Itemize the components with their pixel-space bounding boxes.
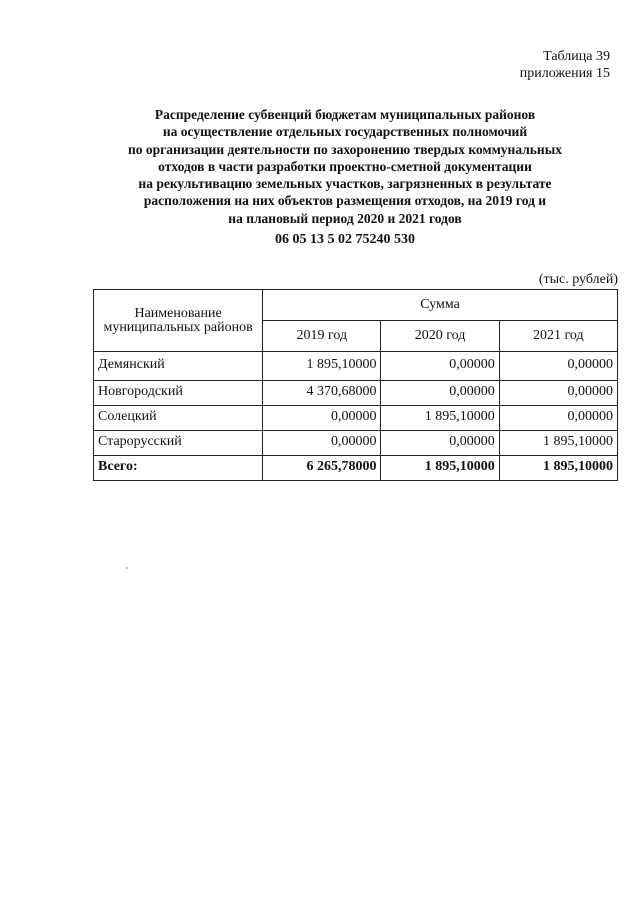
header-year-2021: 2021 год bbox=[499, 321, 617, 352]
scan-speck bbox=[126, 567, 128, 569]
total-row bbox=[94, 456, 618, 481]
table-row bbox=[94, 431, 618, 456]
title-line: на плановый период 2020 и 2021 годов bbox=[228, 210, 462, 226]
table-row bbox=[94, 406, 618, 431]
total-2020: 1 895,10000 bbox=[381, 456, 499, 481]
header-year-2019: 2019 год bbox=[263, 321, 381, 352]
amount-2021: 0,00000 bbox=[499, 406, 617, 431]
title-line: по организации деятельности по захоронению твердых коммунальных bbox=[128, 141, 562, 157]
budget-code: 06 05 13 5 02 75240 530 bbox=[275, 232, 415, 247]
title-line: отходов в части разработки проектно-сметной документации bbox=[158, 158, 532, 174]
total-2019: 6 265,78000 bbox=[263, 456, 381, 481]
document-title bbox=[80, 106, 610, 227]
header-district-name: Наименование муниципальных районов bbox=[94, 290, 263, 352]
title-line: расположения на них объектов размещения отходов, на 2019 год и bbox=[143, 193, 547, 209]
amount-2019: 4 370,68000 bbox=[263, 381, 381, 406]
amount-2019: 0,00000 bbox=[263, 406, 381, 431]
amount-2021: 1 895,10000 bbox=[499, 431, 617, 456]
district-name: Солецкий bbox=[94, 406, 263, 431]
header-year-2020: 2020 год bbox=[381, 321, 499, 352]
amount-2020: 0,00000 bbox=[381, 381, 499, 406]
amount-2019: 1 895,10000 bbox=[263, 352, 381, 381]
appendix-number: приложения 15 bbox=[519, 66, 610, 81]
subvention-table bbox=[93, 289, 618, 481]
amount-2020: 0,00000 bbox=[381, 431, 499, 456]
amount-2020: 0,00000 bbox=[381, 352, 499, 381]
amount-2019: 0,00000 bbox=[263, 431, 381, 456]
total-2021: 1 895,10000 bbox=[499, 456, 617, 481]
district-name: Демянский bbox=[94, 352, 263, 381]
district-name: Старорусский bbox=[94, 431, 263, 456]
total-label: Всего: bbox=[94, 456, 263, 481]
table-number: Таблица 39 bbox=[543, 49, 610, 64]
amount-2021: 0,00000 bbox=[499, 352, 617, 381]
table-row bbox=[94, 352, 618, 381]
district-name: Новгородский bbox=[94, 381, 263, 406]
amount-2020: 1 895,10000 bbox=[381, 406, 499, 431]
header-sum: Сумма bbox=[263, 290, 618, 321]
title-line: на рекультивацию земельных участков, загрязненных в результате bbox=[138, 176, 552, 192]
unit-label: (тыс. рублей) bbox=[538, 272, 618, 287]
table-row bbox=[94, 381, 618, 406]
amount-2021: 0,00000 bbox=[499, 381, 617, 406]
title-line: Распределение субвенций бюджетам муниципальных районов bbox=[154, 107, 536, 122]
table-reference bbox=[520, 48, 610, 82]
title-line: на осуществление отдельных государственных полномочий bbox=[162, 124, 528, 140]
